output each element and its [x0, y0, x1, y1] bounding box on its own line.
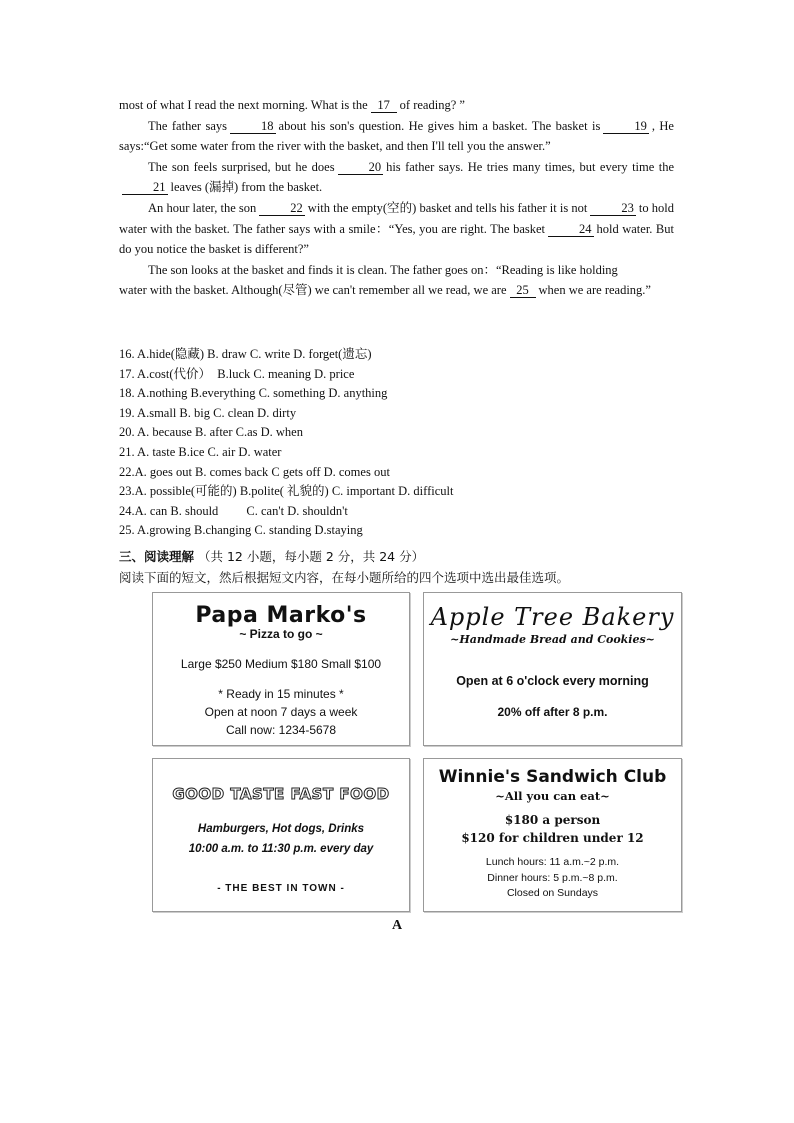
ad-title: Winnie's Sandwich Club	[438, 767, 667, 787]
passage-paragraph	[119, 116, 674, 157]
passage-text: of reading? ”	[399, 98, 465, 112]
ad-prices	[424, 811, 681, 847]
ad-footer: - THE BEST IN TOWN -	[217, 883, 345, 894]
passage-line	[119, 280, 674, 301]
ad-items: Hamburgers, Hot dogs, Drinks	[197, 823, 365, 835]
passage-line	[119, 95, 674, 116]
passage-text: , He says:“Get some water from the river with the basket, and then I'll tell you the answer.”	[119, 118, 674, 154]
ad-details	[153, 685, 409, 739]
ad-price-child: $120 for children under 12	[461, 831, 644, 845]
option-line-18: 18. A.nothing B.everything C. something D. anything	[119, 386, 388, 401]
passage-paragraph	[119, 157, 674, 198]
ad-title: Apple Tree Bakery	[430, 603, 675, 631]
option-line-16: 16. A.hide(隐藏) B. draw C. write D. forget(遗忘)	[119, 347, 372, 361]
ad-hours: 10:00 a.m. to 11:30 p.m. every day	[188, 843, 374, 855]
blank-20: 20	[338, 160, 384, 175]
passage-text: to hold water with the basket. The father says with a smile：“Yes, you are right. The basket	[119, 200, 674, 236]
ad-open: Open at noon 7 days a week	[204, 705, 358, 719]
option-line-24: 24.A. can B. should C. can't D. shouldn't	[119, 503, 348, 518]
passage-text: The father says	[148, 118, 228, 133]
ad-ready: * Ready in 15 minutes *	[218, 687, 344, 701]
blank-24: 24	[548, 222, 594, 237]
ad-lunch-hours: Lunch hours: 11 a.m.~2 p.m.	[485, 856, 620, 868]
option-line-25: 25. A.growing B.changing C. standing D.staying	[119, 523, 363, 538]
ad-subtitle: ~ Pizza to go ~	[239, 627, 323, 641]
ad-papa-markos	[152, 592, 410, 746]
ad-price-adult: $180 a person	[504, 813, 601, 827]
passage-text: with the empty(空的) basket and tells his father it is not	[307, 200, 588, 215]
ad-good-taste-fast-food	[152, 758, 410, 912]
ad-title: GOOD TASTE FAST FOOD	[172, 785, 390, 803]
section-heading-line	[119, 546, 679, 567]
blank-19: 19	[603, 119, 649, 134]
section-heading: 三、阅读理解	[119, 549, 195, 564]
option-line-17: 17. A.cost(代价） B.luck C. meaning D. price	[119, 366, 355, 381]
passage-text: when we are reading.”	[538, 283, 651, 298]
answer-options	[119, 345, 679, 541]
ads-grid	[152, 592, 682, 914]
option-line-22: 22.A. goes out B. comes back C gets off D. comes out	[119, 464, 390, 479]
ad-open: Open at 6 o'clock every morning	[456, 674, 649, 688]
blank-22: 22	[259, 201, 305, 216]
ad-apple-tree-bakery	[423, 592, 682, 746]
blank-23: 23	[590, 201, 636, 216]
blank-18: 18	[230, 119, 276, 134]
passage-text: hold water. But do you notice the basket is different?”	[119, 221, 674, 257]
passage-text: about his son's question. He gives him a basket. The basket is	[278, 118, 601, 133]
ad-dinner-hours: Dinner hours: 5 p.m.~8 p.m.	[487, 871, 618, 884]
section-note: （共 12 小题，每小题 2 分，共 24 分）	[198, 549, 425, 564]
ad-call: Call now: 1234-5678	[225, 723, 337, 737]
ad-closed: Closed on Sundays	[506, 887, 599, 899]
figure-caption: A	[391, 918, 403, 933]
reading-section	[119, 546, 679, 588]
blank-17: 17	[371, 98, 397, 113]
option-line-19: 19. A.small B. big C. clean D. dirty	[119, 405, 297, 420]
passage-paragraph	[119, 198, 674, 260]
cloze-passage	[119, 95, 674, 301]
passage-paragraph: The son looks at the basket and finds it is clean. The father goes on：“Reading is like holding	[148, 262, 618, 277]
ad-hours	[424, 855, 681, 902]
passage-text: his father says. He tries many times, but every time the	[386, 159, 674, 174]
ad-prices: Large $250 Medium $180 Small $100	[180, 657, 382, 671]
ad-discount: 20% off after 8 p.m.	[497, 705, 608, 719]
ad-title: Papa Marko's	[195, 603, 367, 628]
ad-subtitle: ~Handmade Bread and Cookies~	[450, 633, 655, 646]
blank-21: 21	[122, 180, 168, 195]
passage-text: leaves (漏掉) from the basket.	[170, 180, 323, 195]
option-line-20: 20. A. because B. after C.as D. when	[119, 425, 303, 440]
ad-subtitle: ~All you can eat~	[495, 789, 610, 803]
section-instruction: 阅读下面的短文，然后根据短文内容，在每小题所给的四个选项中选出最佳选项。	[119, 570, 570, 585]
passage-text: The son feels surprised, but he does	[148, 159, 335, 174]
option-line-21: 21. A. taste B.ice C. air D. water	[119, 444, 282, 459]
blank-25: 25	[510, 283, 536, 298]
option-line-23: 23.A. possible(可能的) B.polite( 礼貌的) C. important D. difficult	[119, 484, 454, 499]
passage-text: An hour later, the son	[148, 200, 257, 215]
passage-text: most of what I read the next morning. What is the	[119, 98, 368, 112]
ad-winnies-sandwich-club	[423, 758, 682, 912]
passage-text: water with the basket. Although(尽管) we can't remember all we read, we are	[119, 283, 507, 298]
